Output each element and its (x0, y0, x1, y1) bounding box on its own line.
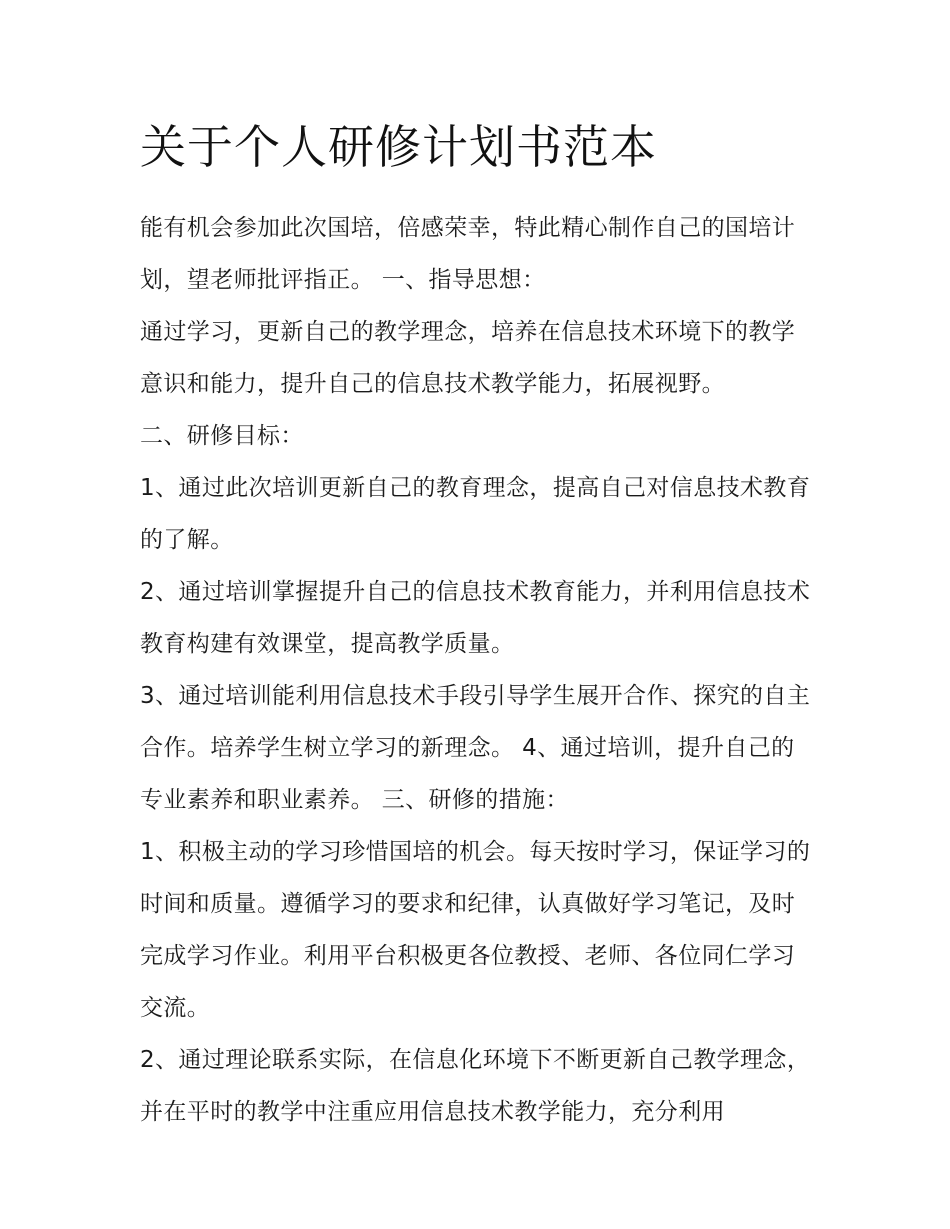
paragraph-measure-2: 2、通过理论联系实际，在信息化环境下不断更新自己教学理念，并在平时的教学中注重应用信息技术教学能力，充分利用 (140, 1047, 811, 1125)
document-body (140, 202, 812, 1138)
paragraph-measure-1: 1、积极主动的学习珍惜国培的机会。每天按时学习，保证学习的时间和质量。遵循学习的要求和纪律，认真做好学习笔记，及时完成学习作业。利用平台积极更各位教授、老师、各位同仁学习交流。 (140, 839, 811, 1021)
document-title: 关于个人研修计划书范本 (140, 120, 657, 174)
paragraph-guiding-thought: 通过学习，更新自己的教学理念，培养在信息技术环境下的教学意识和能力，提升自己的信息技术教学能力，拓展视野。 (140, 319, 796, 397)
paragraph-goal-1: 1、通过此次培训更新自己的教育理念，提高自己对信息技术教育的了解。 (140, 475, 811, 553)
paragraph-goal-3-4: 3、通过培训能利用信息技术手段引导学生展开合作、探究的自主合作。培养学生树立学习的新理念。 4、通过培训，提升自己的专业素养和职业素养。 三、研修的措施： (140, 683, 811, 813)
heading-study-goals: 二、研修目标： (140, 423, 304, 449)
paragraph-goal-2: 2、通过培训掌握提升自己的信息技术教育能力，并利用信息技术教育构建有效课堂，提高教学质量。 (140, 579, 811, 657)
paragraph-intro: 能有机会参加此次国培，倍感荣幸，特此精心制作自己的国培计划，望老师批评指正。 一、指导思想： (140, 215, 796, 293)
